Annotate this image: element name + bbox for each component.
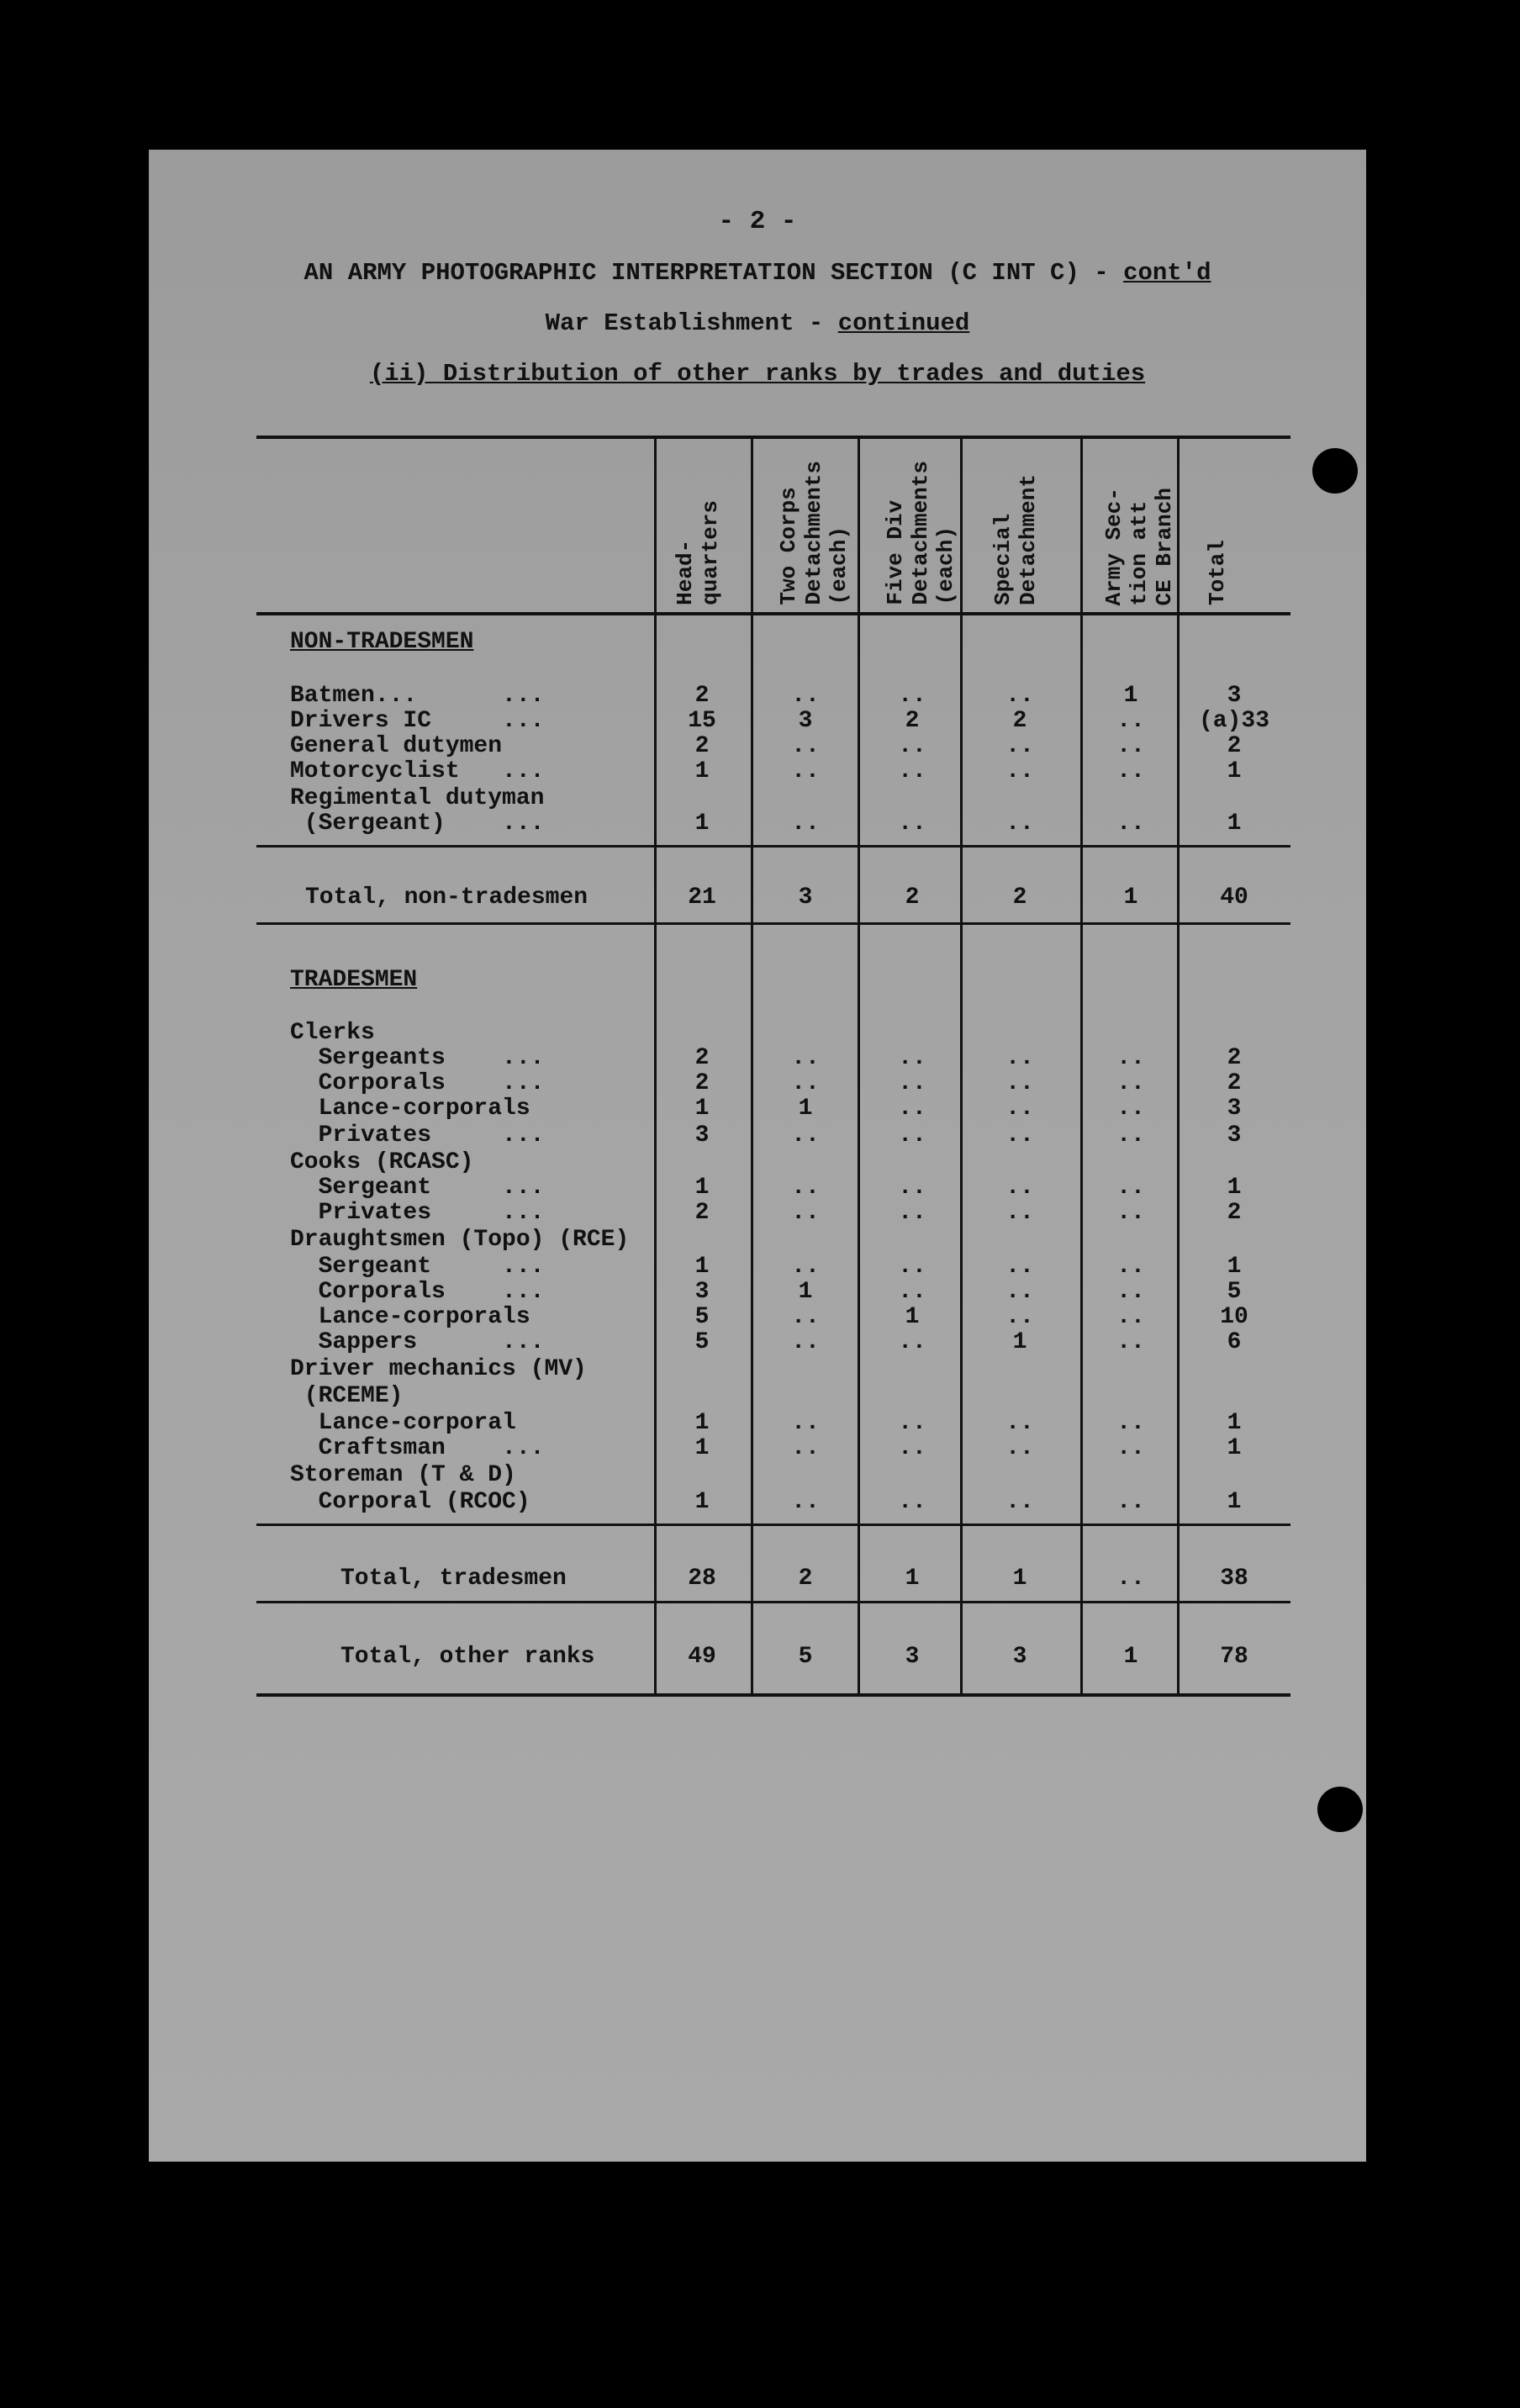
non-tradesmen-row-headquarters: 1 [694, 811, 710, 837]
punch-hole [1312, 448, 1358, 494]
column-header-army-section [1085, 286, 1177, 605]
total-tradesmen-special-detachment: 1 [1012, 1566, 1027, 1592]
tradesmen-row-corps-detachments: 1 [798, 1279, 813, 1305]
total-non-tradesmen-corps-detachments: 3 [798, 885, 813, 911]
tradesmen-row-army-section: .. [1116, 1329, 1145, 1355]
non-tradesmen-row-div-detachments: .. [898, 733, 926, 759]
tradesmen-row-army-section: .. [1116, 1200, 1145, 1226]
tradesmen-row-army-section: .. [1116, 1254, 1145, 1280]
tradesmen-row-label: Sergeant ... [290, 1254, 545, 1280]
total-tradesmen-total: 38 [1220, 1566, 1248, 1592]
tradesmen-row-army-section: .. [1116, 1489, 1145, 1515]
non-tradesmen-row-label: Batmen... ... [290, 683, 545, 709]
tradesmen-row-div-detachments: .. [898, 1122, 926, 1149]
tradesmen-row-label: Privates ... [290, 1122, 545, 1149]
tradesmen-row-special-detachment: .. [1005, 1122, 1034, 1149]
tradesmen-row-army-section: .. [1116, 1122, 1145, 1149]
tradesmen-row-special-detachment: 1 [1012, 1329, 1027, 1355]
total-tradesmen-div-detachments: 1 [905, 1566, 920, 1592]
total-other-ranks-div-detachments: 3 [905, 1644, 920, 1670]
non-tradesmen-row-corps-detachments: .. [791, 758, 820, 784]
total-tradesmen-army-section: .. [1116, 1566, 1145, 1592]
tradesmen-row-label: Lance-corporal [290, 1410, 516, 1436]
tradesmen-row-div-detachments: .. [898, 1096, 926, 1122]
non-tradesmen-row-total: 3 [1227, 683, 1242, 709]
tradesmen-row-headquarters: 1 [694, 1410, 710, 1436]
subtitle-prefix: War Establishment - [545, 309, 838, 337]
column-divider [1177, 437, 1180, 1694]
table-rule [256, 1601, 1290, 1603]
tradesmen-row-headquarters: 1 [694, 1175, 710, 1201]
table-rule [256, 845, 1290, 848]
document-title [149, 259, 1366, 287]
tradesmen-row-label: Corporals ... [290, 1279, 545, 1305]
column-divider [858, 437, 860, 1694]
tradesmen-row-total: 1 [1227, 1254, 1242, 1280]
subtitle-continued: continued [837, 309, 970, 337]
title-contd: cont'd [1123, 259, 1211, 287]
tradesmen-row-total: 1 [1227, 1410, 1242, 1436]
tradesmen-row-corps-detachments: .. [791, 1410, 820, 1436]
table-rule [256, 1693, 1290, 1697]
tradesmen-row-special-detachment: .. [1005, 1045, 1034, 1071]
column-header-special-detachment-label: Special Detachment [990, 473, 1041, 605]
non-tradesmen-row-label: (Sergeant) ... [290, 811, 545, 837]
tradesmen-row-army-section: .. [1116, 1304, 1145, 1330]
tradesmen-row-army-section: .. [1116, 1410, 1145, 1436]
column-header-total-label: Total [1205, 539, 1230, 605]
tradesmen-row-label: Clerks [290, 1020, 375, 1046]
tradesmen-row-label: Privates ... [290, 1200, 545, 1226]
tradesmen-row-div-detachments: .. [898, 1435, 926, 1461]
tradesmen-row-special-detachment: .. [1005, 1200, 1034, 1226]
non-tradesmen-row-army-section: .. [1116, 811, 1145, 837]
tradesmen-row-div-detachments: .. [898, 1045, 926, 1071]
non-tradesmen-row-special-detachment: .. [1005, 758, 1034, 784]
tradesmen-row-corps-detachments: .. [791, 1070, 820, 1096]
tradesmen-row-label: Storeman (T & D) [290, 1462, 516, 1488]
total-non-tradesmen-div-detachments: 2 [905, 885, 920, 911]
non-tradesmen-row-army-section: .. [1116, 758, 1145, 784]
total-non-tradesmen-label: Total, non-tradesmen [305, 885, 588, 911]
total-tradesmen-headquarters: 28 [688, 1566, 716, 1592]
non-tradesmen-row-corps-detachments: 3 [798, 708, 813, 734]
tradesmen-row-total: 1 [1227, 1175, 1242, 1201]
non-tradesmen-row-headquarters: 2 [694, 733, 710, 759]
total-tradesmen-label: Total, tradesmen [340, 1566, 567, 1592]
non-tradesmen-row-label: Regimental dutyman [290, 785, 545, 811]
non-tradesmen-row-label: Motorcyclist ... [290, 758, 545, 784]
tradesmen-row-army-section: .. [1116, 1045, 1145, 1071]
tradesmen-row-headquarters: 2 [694, 1045, 710, 1071]
tradesmen-row-label: Corporals ... [290, 1070, 545, 1096]
tradesmen-row-headquarters: 3 [694, 1122, 710, 1149]
tradesmen-row-label: Sappers ... [290, 1329, 545, 1355]
tradesmen-row-corps-detachments: .. [791, 1329, 820, 1355]
total-tradesmen-corps-detachments: 2 [798, 1566, 813, 1592]
tradesmen-row-army-section: .. [1116, 1435, 1145, 1461]
tradesmen-row-label: Sergeant ... [290, 1175, 545, 1201]
table-rule [256, 612, 1290, 615]
table-rule [256, 922, 1290, 925]
tradesmen-row-div-detachments: .. [898, 1329, 926, 1355]
non-tradesmen-row-headquarters: 1 [694, 758, 710, 784]
column-header-army-section-label: Army Sec- tion att CE Branch [1101, 487, 1177, 605]
table-rule [256, 1523, 1290, 1526]
tradesmen-row-corps-detachments: .. [791, 1304, 820, 1330]
non-tradesmen-row-total: (a)33 [1198, 708, 1269, 734]
non-tradesmen-row-army-section: .. [1116, 708, 1145, 734]
non-tradesmen-row-div-detachments: 2 [905, 708, 920, 734]
non-tradesmen-row-label: General dutymen [290, 733, 503, 759]
tradesmen-row-label: Cooks (RCASC) [290, 1149, 474, 1175]
total-non-tradesmen-army-section: 1 [1123, 885, 1138, 911]
tradesmen-row-total: 6 [1227, 1329, 1242, 1355]
non-tradesmen-row-label: Drivers IC ... [290, 708, 545, 734]
tradesmen-row-headquarters: 1 [694, 1096, 710, 1122]
total-other-ranks-army-section: 1 [1123, 1644, 1138, 1670]
tradesmen-row-div-detachments: .. [898, 1489, 926, 1515]
tradesmen-row-total: 2 [1227, 1200, 1242, 1226]
tradesmen-row-div-detachments: 1 [905, 1304, 920, 1330]
tradesmen-row-headquarters: 5 [694, 1329, 710, 1355]
column-header-headquarters [656, 286, 748, 605]
non-tradesmen-row-special-detachment: .. [1005, 733, 1034, 759]
tradesmen-row-corps-detachments: .. [791, 1200, 820, 1226]
tradesmen-row-label: Craftsman ... [290, 1435, 545, 1461]
non-tradesmen-row-corps-detachments: .. [791, 683, 820, 709]
tradesmen-row-total: 3 [1227, 1122, 1242, 1149]
tradesmen-row-label: Draughtsmen (Topo) (RCE) [290, 1227, 630, 1253]
total-other-ranks-corps-detachments: 5 [798, 1644, 813, 1670]
tradesmen-row-special-detachment: .. [1005, 1254, 1034, 1280]
non-tradesmen-row-div-detachments: .. [898, 683, 926, 709]
tradesmen-row-corps-detachments: .. [791, 1254, 820, 1280]
total-other-ranks-special-detachment: 3 [1012, 1644, 1027, 1670]
tradesmen-row-corps-detachments: .. [791, 1045, 820, 1071]
non-tradesmen-row-total: 1 [1227, 758, 1242, 784]
non-tradesmen-row-headquarters: 2 [694, 683, 710, 709]
non-tradesmen-row-special-detachment: .. [1005, 811, 1034, 837]
tradesmen-row-special-detachment: .. [1005, 1435, 1034, 1461]
tradesmen-row-headquarters: 1 [694, 1254, 710, 1280]
non-tradesmen-row-total: 1 [1227, 811, 1242, 837]
tradesmen-row-headquarters: 5 [694, 1304, 710, 1330]
punch-hole [1317, 1787, 1363, 1832]
tradesmen-row-corps-detachments: .. [791, 1122, 820, 1149]
tradesmen-row-special-detachment: .. [1005, 1489, 1034, 1515]
tradesmen-row-label: Lance-corporals [290, 1096, 530, 1122]
total-other-ranks-total: 78 [1220, 1644, 1248, 1670]
non-tradesmen-row-corps-detachments: .. [791, 733, 820, 759]
tradesmen-row-label: Lance-corporals [290, 1304, 530, 1330]
column-divider [751, 437, 753, 1694]
total-non-tradesmen-headquarters: 21 [688, 885, 716, 911]
tradesmen-row-headquarters: 1 [694, 1435, 710, 1461]
table-title: (ii) Distribution of other ranks by trades and duties [369, 360, 1146, 388]
tradesmen-row-headquarters: 3 [694, 1279, 710, 1305]
tradesmen-row-corps-detachments: .. [791, 1435, 820, 1461]
tradesmen-row-special-detachment: .. [1005, 1070, 1034, 1096]
page-number: - 2 - [718, 207, 797, 236]
non-tradesmen-row-headquarters: 15 [688, 708, 716, 734]
non-tradesmen-row-army-section: .. [1116, 733, 1145, 759]
document-subtitle [149, 309, 1366, 337]
non-tradesmen-row-special-detachment: .. [1005, 683, 1034, 709]
tradesmen-row-label: Driver mechanics (MV) [290, 1356, 587, 1382]
column-header-special-detachment [974, 286, 1066, 605]
tradesmen-row-total: 3 [1227, 1096, 1242, 1122]
tradesmen-row-total: 1 [1227, 1489, 1242, 1515]
total-other-ranks-label: Total, other ranks [340, 1644, 595, 1670]
tradesmen-row-corps-detachments: .. [791, 1489, 820, 1515]
tradesmen-row-div-detachments: .. [898, 1200, 926, 1226]
non-tradesmen-row-total: 2 [1227, 733, 1242, 759]
tradesmen-row-label: Corporal (RCOC) [290, 1489, 530, 1515]
tradesmen-row-corps-detachments: 1 [798, 1096, 813, 1122]
tradesmen-row-total: 10 [1220, 1304, 1248, 1330]
column-header-total [1188, 286, 1280, 605]
tradesmen-row-total: 5 [1227, 1279, 1242, 1305]
tradesmen-row-army-section: .. [1116, 1096, 1145, 1122]
tradesmen-row-army-section: .. [1116, 1279, 1145, 1305]
non-tradesmen-row-div-detachments: .. [898, 758, 926, 784]
tradesmen-row-div-detachments: .. [898, 1175, 926, 1201]
non-tradesmen-row-div-detachments: .. [898, 811, 926, 837]
tradesmen-row-div-detachments: .. [898, 1070, 926, 1096]
tradesmen-row-headquarters: 2 [694, 1200, 710, 1226]
total-non-tradesmen-special-detachment: 2 [1012, 885, 1027, 911]
title-main: AN ARMY PHOTOGRAPHIC INTERPRETATION SECTION (C INT C) - [303, 259, 1124, 287]
column-header-headquarters-label: Head- quarters [673, 500, 723, 605]
tradesmen-row-total: 2 [1227, 1045, 1242, 1071]
tradesmen-row-headquarters: 2 [694, 1070, 710, 1096]
tradesmen-row-special-detachment: .. [1005, 1175, 1034, 1201]
tradesmen-row-special-detachment: .. [1005, 1410, 1034, 1436]
non-tradesmen-row-army-section: 1 [1123, 683, 1138, 709]
tradesmen-row-div-detachments: .. [898, 1254, 926, 1280]
section-heading-non-tradesmen: NON-TRADESMEN [290, 629, 474, 655]
tradesmen-row-army-section: .. [1116, 1175, 1145, 1201]
tradesmen-row-headquarters: 1 [694, 1489, 710, 1515]
tradesmen-row-special-detachment: .. [1005, 1304, 1034, 1330]
column-header-div-detachments [866, 286, 958, 605]
non-tradesmen-row-special-detachment: 2 [1012, 708, 1027, 734]
tradesmen-row-label: (RCEME) [290, 1383, 404, 1409]
column-header-corps-detachments [759, 286, 852, 605]
tradesmen-row-total: 2 [1227, 1070, 1242, 1096]
section-heading-tradesmen: TRADESMEN [290, 967, 418, 993]
column-divider [960, 437, 963, 1694]
tradesmen-row-total: 1 [1227, 1435, 1242, 1461]
column-header-div-detachments-label: Five Div Detachments (each) [883, 461, 958, 605]
tradesmen-row-div-detachments: .. [898, 1279, 926, 1305]
column-divider [1080, 437, 1083, 1694]
tradesmen-row-army-section: .. [1116, 1070, 1145, 1096]
total-other-ranks-headquarters: 49 [688, 1644, 716, 1670]
tradesmen-row-special-detachment: .. [1005, 1279, 1034, 1305]
column-header-corps-detachments-label: Two Corps Detachments (each) [776, 461, 852, 605]
tradesmen-row-div-detachments: .. [898, 1410, 926, 1436]
tradesmen-row-special-detachment: .. [1005, 1096, 1034, 1122]
tradesmen-row-label: Sergeants ... [290, 1045, 545, 1071]
total-non-tradesmen-total: 40 [1220, 885, 1248, 911]
non-tradesmen-row-corps-detachments: .. [791, 811, 820, 837]
tradesmen-row-corps-detachments: .. [791, 1175, 820, 1201]
